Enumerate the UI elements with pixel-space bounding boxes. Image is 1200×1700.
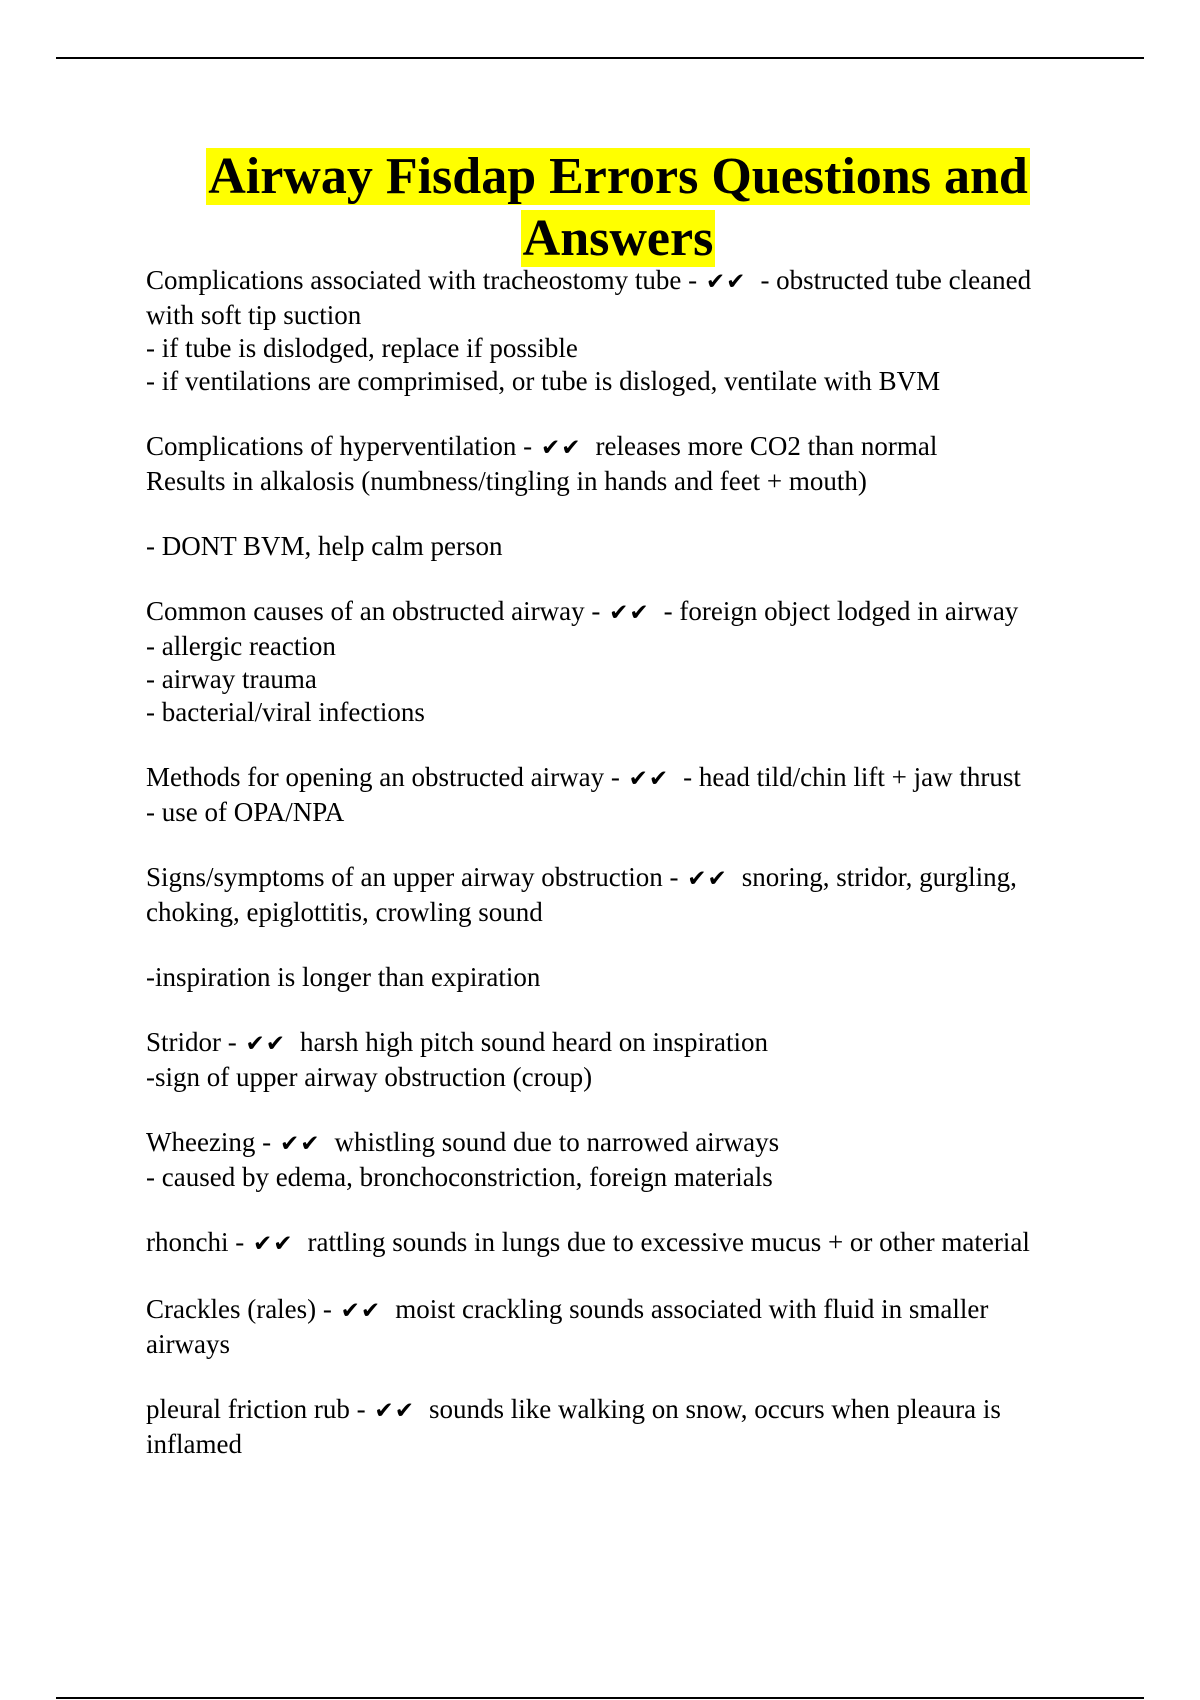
qa-answer-line: with soft tip suction bbox=[146, 300, 362, 330]
qa-first-line bbox=[146, 1126, 1146, 1161]
qa-answer-line: - caused by edema, bronchoconstriction, foreign materials bbox=[146, 1162, 773, 1192]
qa-first-line bbox=[146, 1226, 1146, 1261]
qa-answer-line: - use of OPA/NPA bbox=[146, 797, 345, 827]
top-divider bbox=[56, 57, 1144, 59]
qa-answer-start: - obstructed tube cleaned bbox=[760, 265, 1032, 295]
qa-answer-line: - allergic reaction bbox=[146, 631, 336, 661]
qa-entry bbox=[146, 1126, 1146, 1194]
qa-answer-line: - airway trauma bbox=[146, 664, 317, 694]
qa-term: Wheezing - bbox=[146, 1127, 272, 1157]
qa-answer-start: - head tild/chin lift + jaw thrust bbox=[683, 762, 1021, 792]
qa-entry bbox=[146, 1293, 1146, 1361]
qa-answer-line: - DONT BVM, help calm person bbox=[146, 531, 503, 561]
qa-answer-line: inflamed bbox=[146, 1429, 242, 1459]
double-check-icon: ✔✔ bbox=[252, 1231, 294, 1257]
qa-answer-start: rattling sounds in lungs due to excessive mucus + or other material bbox=[307, 1227, 1030, 1257]
qa-term: Common causes of an obstructed airway - bbox=[146, 596, 601, 626]
qa-entry bbox=[146, 861, 1146, 994]
qa-term: Signs/symptoms of an upper airway obstruction - bbox=[146, 862, 679, 892]
qa-answer-start: whistling sound due to narrowed airways bbox=[334, 1127, 780, 1157]
qa-first-line bbox=[146, 1026, 1146, 1061]
qa-answer-line: - if ventilations are comprimised, or tube is disloged, ventilate with BVM bbox=[146, 366, 941, 396]
qa-entry bbox=[146, 264, 1146, 398]
qa-term: Complications of hyperventilation - bbox=[146, 431, 533, 461]
qa-first-line bbox=[146, 1293, 1146, 1328]
qa-answer-start: harsh high pitch sound heard on inspiration bbox=[300, 1027, 768, 1057]
qa-entry bbox=[146, 430, 1146, 563]
qa-answer-line: - if tube is dislodged, replace if possible bbox=[146, 333, 578, 363]
qa-term: Methods for opening an obstructed airway - bbox=[146, 762, 620, 792]
qa-list bbox=[146, 264, 1146, 1493]
qa-answer-line: airways bbox=[146, 1329, 230, 1359]
qa-term: pleural friction rub - bbox=[146, 1394, 366, 1424]
qa-entry bbox=[146, 1026, 1146, 1094]
title-line-1: Airway Fisdap Errors Questions and bbox=[208, 148, 1028, 205]
double-check-icon: ✔✔ bbox=[687, 866, 728, 892]
blank-line bbox=[146, 929, 1146, 961]
qa-entry bbox=[146, 595, 1146, 729]
qa-answer-start: moist crackling sounds associated with fluid in smaller bbox=[395, 1294, 989, 1324]
qa-first-line bbox=[146, 761, 1146, 796]
double-check-icon: ✔✔ bbox=[609, 600, 650, 626]
qa-term: rhonchi - bbox=[146, 1227, 245, 1257]
qa-answer-line: -inspiration is longer than expiration bbox=[146, 962, 541, 992]
double-check-icon: ✔✔ bbox=[374, 1398, 415, 1424]
qa-term: Complications associated with tracheostomy tube - bbox=[146, 265, 698, 295]
qa-first-line bbox=[146, 861, 1146, 896]
page-title bbox=[0, 146, 1200, 270]
qa-entry bbox=[146, 1393, 1146, 1461]
qa-term: Crackles (rales) - bbox=[146, 1294, 332, 1324]
double-check-icon: ✔✔ bbox=[340, 1298, 382, 1324]
qa-answer-start: releases more CO2 than normal bbox=[595, 431, 938, 461]
qa-answer-start: snoring, stridor, gurgling, bbox=[741, 862, 1017, 892]
qa-first-line bbox=[146, 1393, 1146, 1428]
qa-first-line bbox=[146, 595, 1146, 630]
qa-answer-start: sounds like walking on snow, occurs when pleaura is bbox=[428, 1394, 1001, 1424]
double-check-icon: ✔✔ bbox=[540, 435, 582, 461]
qa-term: Stridor - bbox=[146, 1027, 237, 1057]
qa-answer-line: choking, epiglottitis, crowling sound bbox=[146, 897, 543, 927]
title-line-2: Answers bbox=[522, 210, 714, 267]
double-check-icon: ✔✔ bbox=[279, 1131, 321, 1157]
qa-answer-line: -sign of upper airway obstruction (croup) bbox=[146, 1062, 593, 1092]
qa-entry bbox=[146, 761, 1146, 829]
qa-answer-start: - foreign object lodged in airway bbox=[663, 596, 1019, 626]
double-check-icon: ✔✔ bbox=[705, 269, 747, 295]
double-check-icon: ✔✔ bbox=[628, 766, 670, 792]
qa-answer-line: - bacterial/viral infections bbox=[146, 697, 425, 727]
bottom-divider bbox=[56, 1697, 1144, 1699]
blank-line bbox=[146, 498, 1146, 530]
double-check-icon: ✔✔ bbox=[245, 1031, 287, 1057]
qa-first-line bbox=[146, 264, 1146, 299]
qa-first-line bbox=[146, 430, 1146, 465]
qa-entry bbox=[146, 1226, 1146, 1261]
qa-answer-line: Results in alkalosis (numbness/tingling in hands and feet + mouth) bbox=[146, 466, 867, 496]
